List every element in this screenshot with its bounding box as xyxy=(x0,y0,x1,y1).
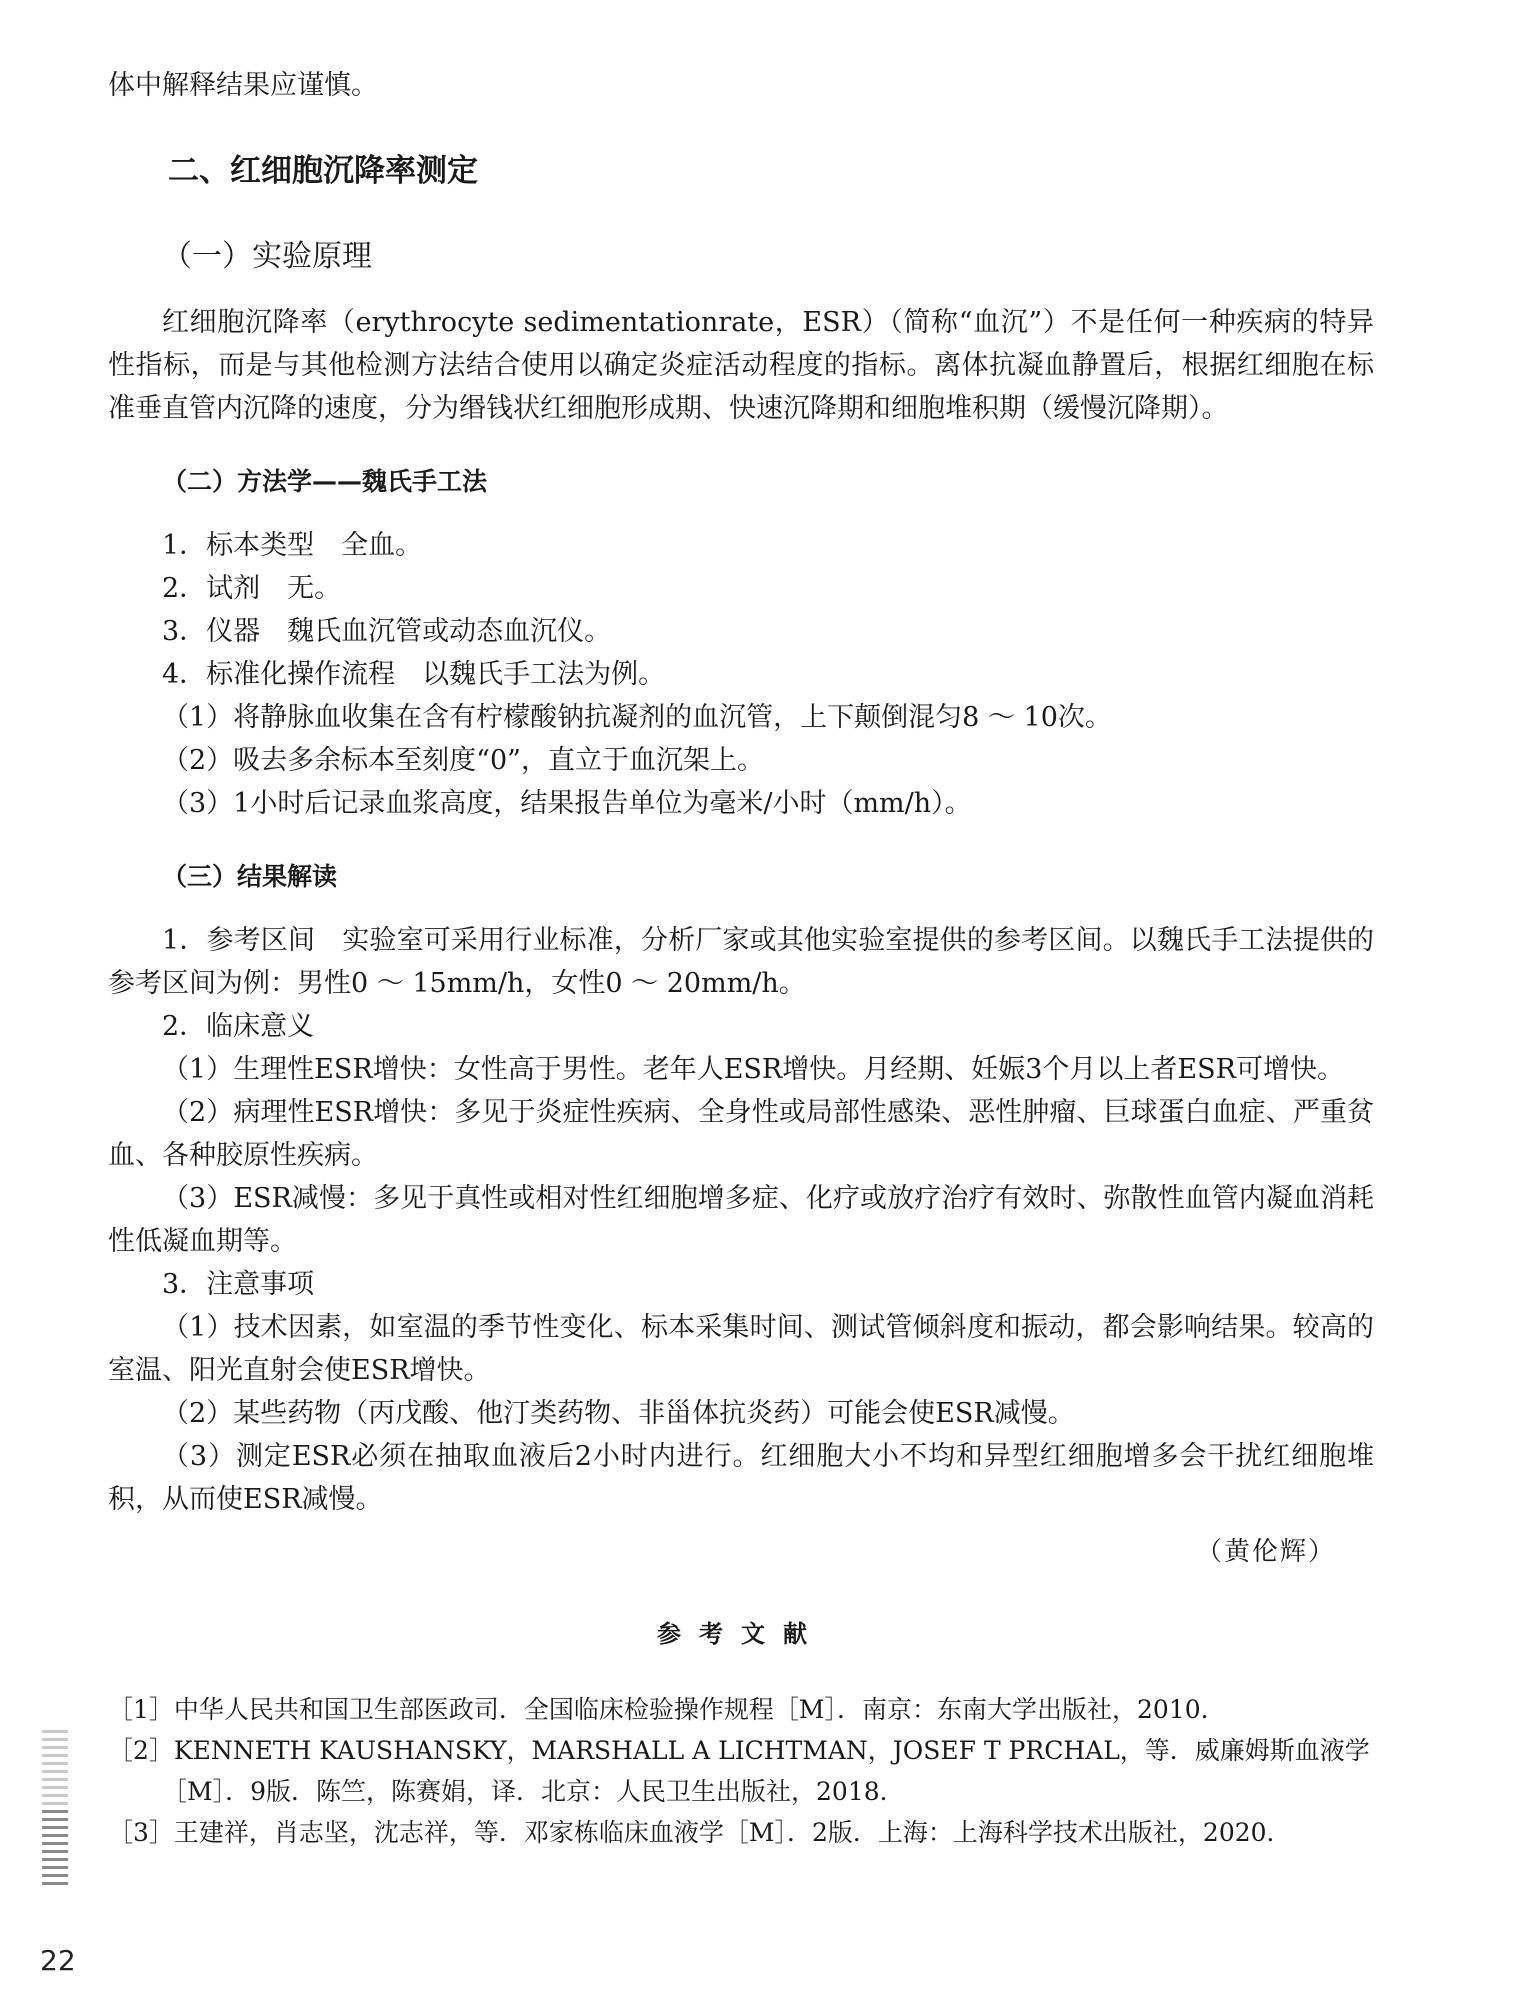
results-paragraph: 1．参考区间 实验室可采用行业标准，分析厂家或其他实验室提供的参考区间。以魏氏手工法提供的参考区间为例：男性0 ～ 15mm/h，女性0 ～ 20mm/h。 xyxy=(108,925,1374,999)
results-paragraph: （1）技术因素，如室温的季节性变化、标本采集时间、测试管倾斜度和振动，都会影响结果。较高的室温、阳光直射会使ESR增快。 xyxy=(108,1312,1374,1386)
page-number: 22 xyxy=(40,1944,76,1977)
page-edge-marker xyxy=(42,1730,68,1890)
principle-paragraph: 红细胞沉降率（erythrocyte sedimentationrate，ESR）（简称“血沉”）不是任何一种疾病的特异性指标，而是与其他检测方法结合使用以确定炎症活动程度的指标。离体抗凝血静置后，根据红细胞在标准垂直管内沉降的速度，分为缗钱状红细胞形成期、快速沉降期和细胞堆积期（缓慢沉降期）。 xyxy=(108,307,1374,424)
results-paragraph: （3）测定ESR必须在抽取血液后2小时内进行。红细胞大小不均和异型红细胞增多会干扰红细胞堆积，从而使ESR减慢。 xyxy=(108,1441,1374,1515)
results-paragraph: （2）病理性ESR增快：多见于炎症性疾病、全身性或局部性感染、恶性肿瘤、巨球蛋白血症、严重贫血、各种胶原性疾病。 xyxy=(108,1097,1374,1171)
method-line: 4．标准化操作流程 以魏氏手工法为例。 xyxy=(162,659,666,690)
subsection-principle-title: （一）实验原理 xyxy=(162,239,372,274)
references-title: 参考文献 xyxy=(657,1620,825,1648)
method-line: 1．标本类型 全血。 xyxy=(162,530,423,561)
page-content xyxy=(108,64,1374,1853)
method-line: 2．试剂 无。 xyxy=(162,573,342,604)
results-paragraph: 3．注意事项 xyxy=(162,1269,315,1300)
results-paragraph: （2）某些药物（丙戊酸、他汀类药物、非甾体抗炎药）可能会使ESR减慢。 xyxy=(162,1398,1075,1429)
subsection-method-title: （二）方法学——魏氏手工法 xyxy=(162,467,488,496)
section-title: 二、红细胞沉降率测定 xyxy=(168,153,478,189)
results-paragraph: 2．临床意义 xyxy=(162,1011,315,1042)
results-paragraph: （3）ESR减慢：多见于真性或相对性红细胞增多症、化疗或放疗治疗有效时、弥散性血管内凝血消耗性低凝血期等。 xyxy=(108,1183,1374,1257)
reference-item: ［1］中华人民共和国卫生部医政司．全国临床检验操作规程［M］．南京：东南大学出版社，2010． xyxy=(108,1695,1226,1724)
reference-item: ［2］KENNETH KAUSHANSKY，MARSHALL A LICHTMAN，JOSEF T PRCHAL，等．威廉姆斯血液学［M］．9版．陈竺，陈赛娟，译．北京：人民卫生出版社，2018． xyxy=(108,1736,1370,1806)
method-line: 3．仪器 魏氏血沉管或动态血沉仪。 xyxy=(162,616,612,647)
method-line: （3）1小时后记录血浆高度，结果报告单位为毫米/小时（mm/h）。 xyxy=(162,788,972,819)
results-paragraph: （1）生理性ESR增快：女性高于男性。老年人ESR增快。月经期、妊娠3个月以上者ESR可增快。 xyxy=(162,1054,1344,1085)
reference-item: ［3］王建祥，肖志坚，沈志祥，等．邓家栋临床血液学［M］．2版．上海：上海科学技术出版社，2020． xyxy=(108,1818,1292,1847)
method-line: （2）吸去多余标本至刻度“0”，直立于血沉架上。 xyxy=(162,745,764,776)
author: （黄伦辉） xyxy=(1195,1537,1336,1567)
method-line: （1）将静脉血收集在含有柠檬酸钠抗凝剂的血沉管，上下颠倒混匀8 ～ 10次。 xyxy=(162,702,1112,733)
intro-tail: 体中解释结果应谨慎。 xyxy=(108,70,378,101)
subsection-results-title: （三）结果解读 xyxy=(162,862,338,891)
